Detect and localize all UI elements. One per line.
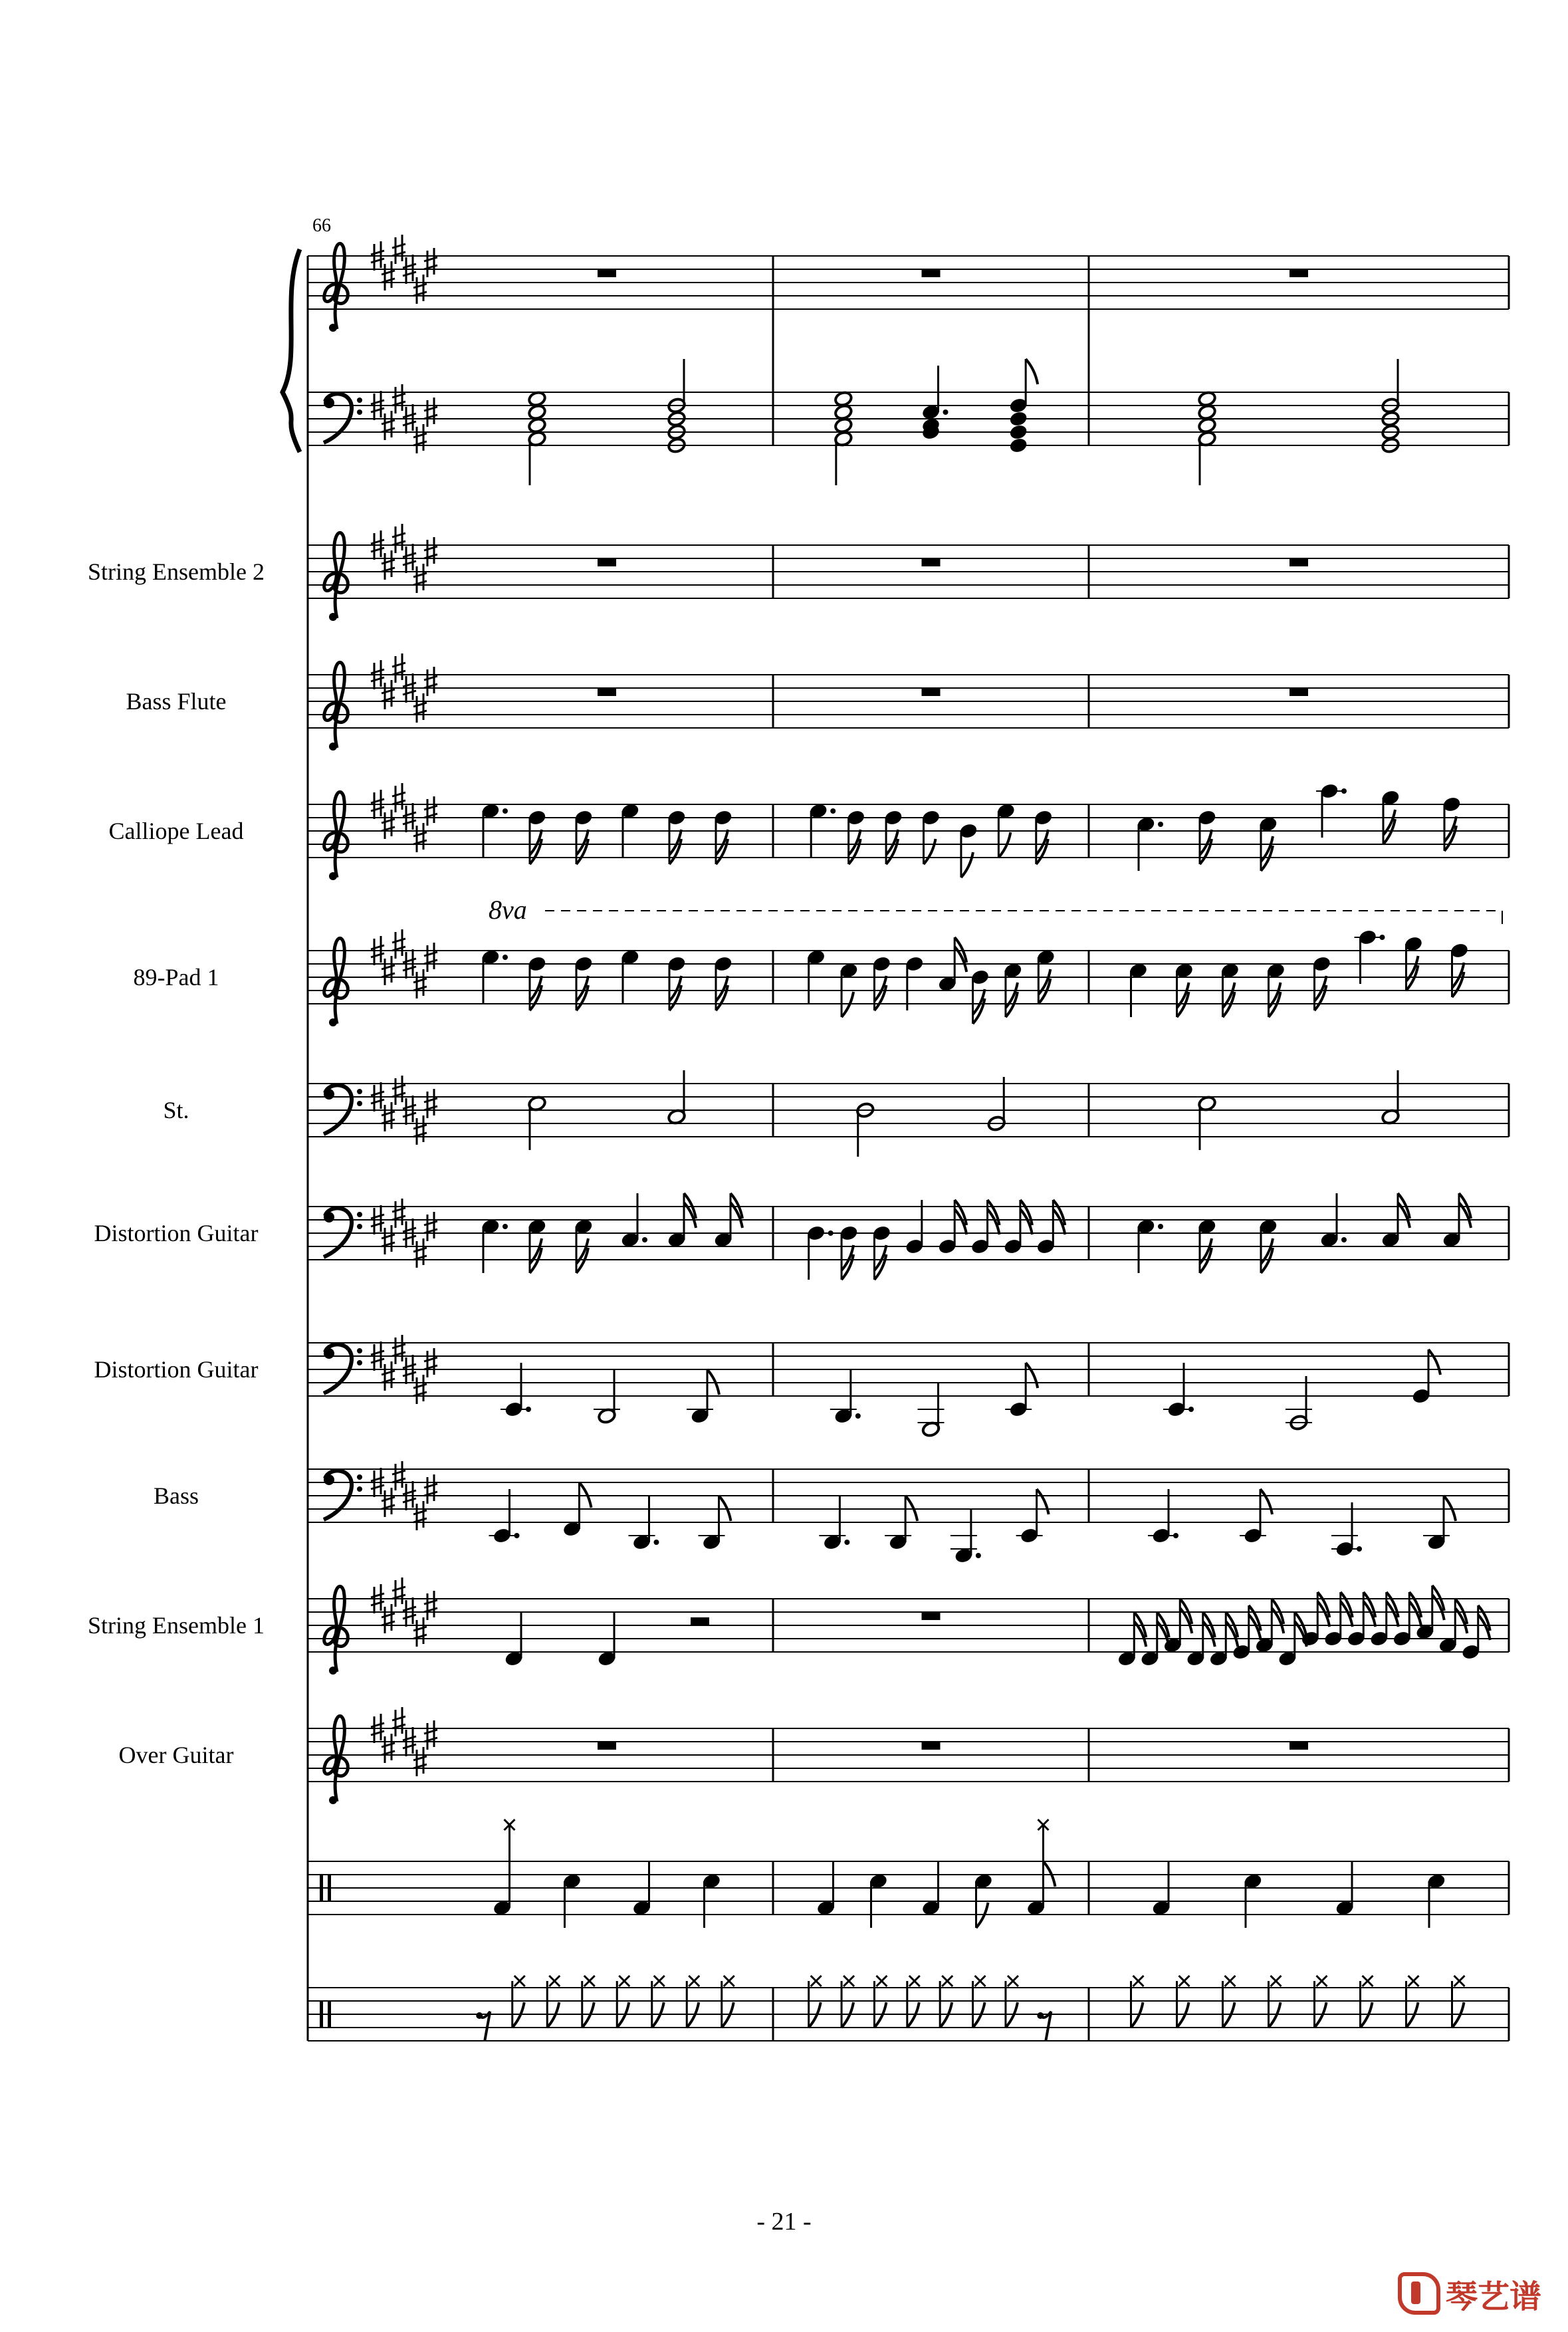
note [528,955,547,1010]
staff-bass [154,1461,1509,1530]
note [830,1369,861,1425]
treble-clef-dot-icon [329,324,337,332]
note [938,937,966,992]
sharp-sign-icon [424,1474,437,1504]
note [1442,1193,1471,1248]
measure-number: 66 [312,215,331,236]
staff-string-ensemble-1 [88,1577,1509,1675]
instrument-label: String Ensemble 1 [88,1612,265,1639]
instrument-label: Bass Flute [126,688,227,715]
sharp-sign-icon [392,1577,405,1607]
watermark-logo [1398,2267,1541,2320]
bass-clef-dot-icon [357,409,362,415]
sharp-sign-icon [382,810,395,839]
sharp-sign-icon [413,275,427,304]
dot-icon [1357,1546,1362,1552]
note [574,1218,594,1273]
note [1244,1873,1263,1928]
sharp-sign-icon [382,411,395,440]
notehead-icon [1009,437,1028,453]
sharp-sign-icon [424,667,437,696]
rest-icon [598,269,616,277]
x-notehead-icon [843,1976,854,1986]
sharp-sign-icon [392,653,405,683]
note [1198,1095,1217,1150]
note [621,949,640,1004]
ottava-mark: 8va [489,895,527,925]
instrument-label: Over Guitar [118,1742,234,1768]
staff-over-guitar [119,1707,1509,1804]
note [1442,796,1462,851]
sharp-sign-icon [382,1361,395,1391]
note [489,1489,520,1544]
bass-clef-dot-icon [357,1101,362,1106]
note [921,1861,941,1917]
note [562,1873,582,1928]
rest-icon [598,1742,616,1750]
sharp-sign-icon [413,1238,427,1268]
brace-icon [282,249,300,452]
staff-string-ensemble-2 [88,524,1509,621]
note [667,809,687,864]
note [1286,1376,1312,1431]
dot-icon [1380,935,1385,940]
note [528,1095,547,1150]
note [1331,1502,1362,1558]
dot-icon [503,955,508,960]
note [481,802,508,858]
sharp-sign-icon [413,1501,427,1530]
note [974,1873,993,1928]
x-notehead-icon [942,1976,952,1986]
note [1335,1861,1355,1917]
sharp-sign-icon [413,564,427,593]
note [970,969,990,1024]
note-flag-icon [1428,1349,1440,1375]
sharp-sign-icon [382,956,395,985]
note [687,1369,719,1425]
note [714,955,733,1010]
note [1148,1489,1178,1544]
sharp-sign-icon [424,943,437,972]
note [834,390,853,485]
dot-icon [855,1413,861,1419]
sharp-sign-icon [424,1212,437,1241]
rest-icon [922,1612,941,1620]
rest-icon [1289,269,1308,277]
instrument-label: Distortion Guitar [94,1220,259,1246]
bass-clef-head-icon [324,1212,334,1223]
note [1005,1363,1038,1418]
note [806,1224,833,1280]
dot-icon [654,1540,659,1545]
note [714,809,733,864]
x-notehead-icon [584,1976,595,1986]
dot-icon [830,808,836,814]
note [667,1070,687,1125]
percussion-clef-icon [328,1875,331,1901]
sharp-sign-icon [392,929,405,959]
rest-icon [1289,688,1308,696]
rest-icon [1037,2012,1044,2019]
staff-piano-treble [308,235,1509,445]
note-flag-icon [1037,1489,1049,1514]
sharp-sign-icon [382,261,395,291]
sharp-sign-icon [424,1348,437,1377]
sharp-sign-icon [413,969,427,998]
note [1316,782,1347,838]
note [996,802,1016,858]
dot-icon [1158,822,1163,827]
sharp-sign-icon [382,680,395,709]
bass-clef-dot-icon [357,1224,362,1229]
sharp-sign-icon [392,384,405,413]
note [921,809,941,864]
rest-icon [922,558,941,566]
treble-clef-dot-icon [329,1667,337,1675]
note [1423,1496,1456,1551]
dot-icon [1158,1224,1163,1229]
bass-clef-dot-icon [357,1089,362,1094]
note [809,802,836,858]
bass-clef-head-icon [324,398,334,408]
rest-icon [1289,558,1308,566]
sharp-sign-icon [392,1076,405,1105]
sharp-sign-icon [424,398,437,427]
bass-clef-head-icon [324,1348,334,1359]
sharp-sign-icon [392,1199,405,1228]
note [1381,1193,1410,1248]
dot-icon [526,1407,531,1412]
bass-clef-head-icon [324,1089,334,1100]
note-flag-icon [961,852,973,877]
dot-icon [844,1540,849,1545]
bass-clef-dot-icon [357,1486,362,1492]
bass-clef-dot-icon [357,1212,362,1217]
note [869,1873,888,1928]
dot-icon [642,1237,647,1242]
staff-drums-1 [308,1861,1509,1915]
sharp-sign-icon [424,1089,437,1118]
x-notehead-icon [619,1976,629,1986]
note [1198,1218,1217,1273]
note [846,809,865,864]
rest-icon [922,1742,941,1750]
sharp-sign-icon [382,1734,395,1763]
note [840,1224,859,1280]
sharp-sign-icon [424,1720,437,1750]
note [1137,1218,1163,1273]
x-notehead-icon [654,1976,665,1986]
sharp-sign-icon [392,1335,405,1364]
note [918,1383,945,1438]
x-notehead-icon [909,1976,920,1986]
note [598,1612,617,1667]
note [1259,816,1278,871]
instrument-label: 89-Pad 1 [133,964,219,991]
dot-icon [828,1230,834,1236]
note-flag-icon [1026,359,1038,384]
instrument-label: St. [163,1097,189,1123]
dot-icon [976,1553,981,1558]
note [806,949,826,1004]
sharp-sign-icon [382,1102,395,1131]
note [1034,809,1053,864]
treble-clef-dot-icon [329,613,337,621]
sharp-sign-icon [413,823,427,852]
x-notehead-icon [549,1976,560,1986]
note [1355,929,1385,984]
note [1450,942,1469,997]
note [884,809,903,864]
rest-icon [922,688,941,696]
staff-bass-flute [126,653,1509,751]
note [1163,1363,1194,1418]
notes-layer [476,269,1490,2041]
bass-clef-dot-icon [357,1348,362,1353]
note [1404,935,1423,991]
sharp-sign-icon [413,1747,427,1776]
treble-clef-dot-icon [329,743,337,751]
staff-system [88,235,1509,2041]
note-flag-icon [1026,1363,1038,1388]
note [1129,962,1148,1017]
note [951,1509,981,1564]
bass-clef-head-icon [324,1474,334,1485]
note [594,1369,620,1425]
note [714,1193,742,1248]
note [840,962,859,1017]
instrument-label: Calliope Lead [108,818,244,844]
staff-piano-bass [308,384,1509,453]
sharp-sign-icon [392,783,405,812]
note [959,822,978,877]
sharp-sign-icon [424,537,437,566]
note [1259,1218,1278,1273]
note [885,1496,917,1551]
note [1137,816,1163,871]
x-notehead-icon [1408,1976,1419,1986]
note [1004,962,1023,1017]
sharp-sign-icon [413,1375,427,1404]
note [921,366,948,441]
note [481,1218,508,1273]
note [667,1193,696,1248]
sharp-sign-icon [392,1461,405,1490]
note [1198,809,1217,864]
x-notehead-icon [1363,1976,1373,1986]
note [1381,1070,1400,1125]
treble-clef-dot-icon [329,872,337,880]
x-notehead-icon [1179,1976,1190,1986]
sharp-sign-icon [424,1591,437,1620]
dot-icon [503,808,508,814]
x-notehead-icon [1133,1976,1144,1986]
note [1163,1599,1192,1654]
page-number: - 21 - [756,2208,812,2236]
rest-icon [691,1617,709,1625]
note [905,1200,924,1255]
note [501,1363,531,1418]
x-notehead-icon [724,1976,734,1986]
dot-icon [1341,1237,1347,1242]
note [699,1496,731,1551]
x-notehead-icon [514,1976,525,1986]
note-flag-icon [924,839,936,864]
dot-icon [943,409,949,415]
x-notehead-icon [811,1976,822,1986]
note [1175,962,1194,1017]
notehead-icon [1009,410,1028,427]
note [504,1612,524,1667]
note [667,955,687,1010]
note [574,955,594,1010]
note [528,390,547,485]
note [872,955,891,1010]
bass-clef-dot-icon [357,1360,362,1365]
note [629,1496,659,1551]
x-notehead-icon [1454,1976,1465,1986]
watermark-text: 琴艺谱 [1445,2277,1541,2315]
sharp-sign-icon [413,1115,427,1145]
rest-icon [476,2012,483,2019]
note [1152,1861,1171,1917]
bass-clef-dot-icon [357,398,362,403]
note [1220,962,1240,1017]
sharp-sign-icon [382,1604,395,1633]
note-flag-icon [1260,1489,1272,1514]
dot-icon [1341,788,1347,794]
dot-icon [1188,1407,1194,1412]
note [632,1861,651,1917]
note [574,809,594,864]
x-notehead-icon [689,1976,699,1986]
x-notehead-icon [1317,1976,1327,1986]
note [872,1224,891,1280]
x-notehead-icon [1271,1976,1282,1986]
note [562,1482,591,1538]
instrument-label: Distortion Guitar [94,1356,259,1383]
piano-brace [282,249,308,2041]
sharp-sign-icon [382,1225,395,1254]
note [481,949,508,1004]
note [819,1496,849,1551]
note [1381,359,1400,454]
percussion-clef-icon [320,1875,323,1901]
note [621,802,640,858]
instrument-label: String Ensemble 2 [88,558,265,585]
staff-distortion-guitar-1 [94,1199,1509,1268]
notehead-icon [1009,423,1028,440]
x-notehead-icon [1008,1976,1018,1986]
sharp-sign-icon [413,1617,427,1647]
note [1240,1489,1272,1544]
rest-icon [598,558,616,566]
note [1266,962,1286,1017]
sharp-sign-icon [413,693,427,723]
note [1198,390,1217,485]
x-notehead-icon [876,1976,887,1986]
dot-icon [514,1533,520,1538]
bass-clef-dot-icon [357,1474,362,1480]
sharp-sign-icon [413,424,427,453]
rest-icon [598,688,616,696]
note [1036,949,1056,1004]
dot-icon [503,1224,508,1229]
instrument-label: Bass [153,1482,199,1509]
staff-distortion-guitar-2 [94,1335,1509,1404]
rest-icon [1289,1742,1308,1750]
sharp-sign-icon [392,524,405,553]
note [1009,359,1038,454]
note [702,1873,721,1928]
sharp-sign-icon [382,550,395,580]
x-notehead-icon [1225,1976,1236,1986]
percussion-clef-icon [328,2001,331,2028]
logo-icon [1398,2272,1440,2315]
percussion-clef-icon [320,2001,323,2028]
note [528,1218,547,1273]
note [1016,1489,1049,1544]
rest-icon [922,269,941,277]
note [1320,1193,1347,1248]
sharp-sign-icon [424,796,437,826]
note [816,1861,836,1917]
note [621,1193,647,1248]
note [905,955,924,1010]
sharp-sign-icon [382,1488,395,1517]
note [1381,789,1400,844]
treble-clef-dot-icon [329,1796,337,1804]
note [1427,1873,1446,1928]
sharp-sign-icon [424,248,437,277]
note [667,359,687,454]
treble-clef-dot-icon [329,1018,337,1026]
staff-calliope-lead [109,783,1509,880]
sharp-sign-icon [392,235,405,264]
dot-icon [1173,1533,1178,1538]
note [528,809,547,864]
staff-st [163,1076,1509,1145]
x-notehead-icon [975,1976,986,1986]
note [1312,955,1331,1010]
sharp-sign-icon [392,1707,405,1736]
